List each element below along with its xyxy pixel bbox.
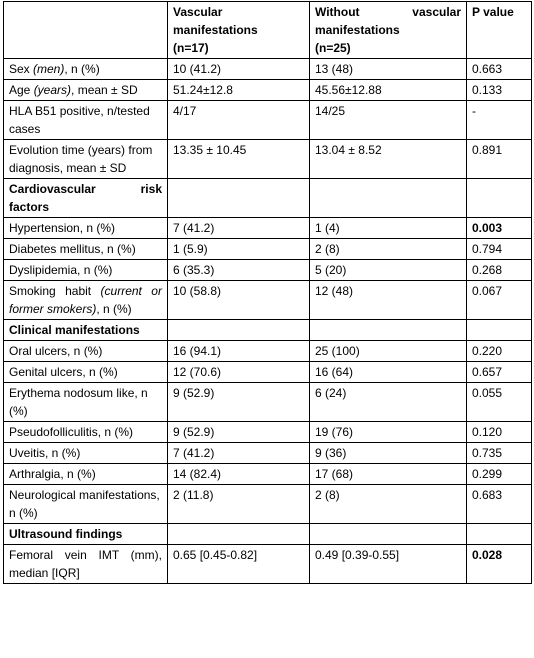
row-label: Smoking habit (current or former smokers), n (%)	[4, 281, 168, 320]
vascular-value: 16 (94.1)	[168, 341, 310, 362]
table-row	[4, 218, 532, 239]
row-label: Pseudofolliculitis, n (%)	[4, 422, 168, 443]
p-value: 0.794	[467, 239, 532, 260]
header-without-vascular: Without vascular manifestations (n=25)	[310, 2, 467, 59]
row-label: Diabetes mellitus, n (%)	[4, 239, 168, 260]
p-value-significant: 0.028	[467, 545, 532, 584]
without-value: 1 (4)	[310, 218, 467, 239]
without-value: 14/25	[310, 101, 467, 140]
without-value: 9 (36)	[310, 443, 467, 464]
vascular-value: 6 (35.3)	[168, 260, 310, 281]
vascular-value: 10 (58.8)	[168, 281, 310, 320]
p-value: 0.220	[467, 341, 532, 362]
without-value: 16 (64)	[310, 362, 467, 383]
row-label: Dyslipidemia, n (%)	[4, 260, 168, 281]
without-value: 2 (8)	[310, 239, 467, 260]
vascular-value: 12 (70.6)	[168, 362, 310, 383]
comparison-table	[3, 1, 532, 584]
p-value: 0.133	[467, 80, 532, 101]
row-label: Femoral vein IMT (mm), median [IQR]	[4, 545, 168, 584]
table-row	[4, 422, 532, 443]
empty-cell	[168, 524, 310, 545]
row-label: Genital ulcers, n (%)	[4, 362, 168, 383]
section-row-ultrasound	[4, 524, 532, 545]
vascular-value: 2 (11.8)	[168, 485, 310, 524]
empty-cell	[467, 320, 532, 341]
row-label: Arthralgia, n (%)	[4, 464, 168, 485]
table-row	[4, 545, 532, 584]
table-row	[4, 59, 532, 80]
p-value: 0.268	[467, 260, 532, 281]
empty-cell	[310, 320, 467, 341]
p-value: 0.657	[467, 362, 532, 383]
p-value: 0.663	[467, 59, 532, 80]
vascular-value: 9 (52.9)	[168, 422, 310, 443]
table-row	[4, 239, 532, 260]
without-value: 12 (48)	[310, 281, 467, 320]
header-vascular: Vascular manifestations (n=17)	[168, 2, 310, 59]
vascular-value: 1 (5.9)	[168, 239, 310, 260]
p-value: 0.067	[467, 281, 532, 320]
section-row-clinical	[4, 320, 532, 341]
row-label: Age (years), mean ± SD	[4, 80, 168, 101]
vascular-value: 14 (82.4)	[168, 464, 310, 485]
p-value: 0.891	[467, 140, 532, 179]
p-value: 0.055	[467, 383, 532, 422]
row-label: HLA B51 positive, n/tested cases	[4, 101, 168, 140]
section-row-cardiovascular	[4, 179, 532, 218]
empty-cell	[467, 524, 532, 545]
header-empty-cell	[4, 2, 168, 59]
vascular-value: 4/17	[168, 101, 310, 140]
vascular-value: 7 (41.2)	[168, 218, 310, 239]
vascular-value: 13.35 ± 10.45	[168, 140, 310, 179]
without-value: 13.04 ± 8.52	[310, 140, 467, 179]
table-row	[4, 485, 532, 524]
section-heading-ultrasound: Ultrasound findings	[4, 524, 168, 545]
section-heading-clinical: Clinical manifestations	[4, 320, 168, 341]
p-value: 0.120	[467, 422, 532, 443]
empty-cell	[310, 524, 467, 545]
table-row	[4, 260, 532, 281]
row-label: Sex (men), n (%)	[4, 59, 168, 80]
vascular-value: 10 (41.2)	[168, 59, 310, 80]
table-row	[4, 140, 532, 179]
table-row	[4, 281, 532, 320]
empty-cell	[310, 179, 467, 218]
without-value: 6 (24)	[310, 383, 467, 422]
header-p-value: P value	[467, 2, 532, 59]
without-value: 0.49 [0.39-0.55]	[310, 545, 467, 584]
row-label: Evolution time (years) from diagnosis, mean ± SD	[4, 140, 168, 179]
without-value: 25 (100)	[310, 341, 467, 362]
vascular-value: 0.65 [0.45-0.82]	[168, 545, 310, 584]
empty-cell	[168, 179, 310, 218]
table-row	[4, 464, 532, 485]
vascular-value: 9 (52.9)	[168, 383, 310, 422]
vascular-value: 51.24±12.8	[168, 80, 310, 101]
header-row	[4, 2, 532, 59]
without-value: 17 (68)	[310, 464, 467, 485]
section-heading-cardiovascular: Cardiovascular risk factors	[4, 179, 168, 218]
table-row	[4, 80, 532, 101]
p-value: 0.299	[467, 464, 532, 485]
row-label: Uveitis, n (%)	[4, 443, 168, 464]
without-value: 45.56±12.88	[310, 80, 467, 101]
table-row	[4, 362, 532, 383]
table-row	[4, 341, 532, 362]
row-label: Hypertension, n (%)	[4, 218, 168, 239]
p-value: 0.683	[467, 485, 532, 524]
p-value: -	[467, 101, 532, 140]
row-label: Oral ulcers, n (%)	[4, 341, 168, 362]
row-label: Erythema nodosum like, n (%)	[4, 383, 168, 422]
empty-cell	[467, 179, 532, 218]
table-row	[4, 443, 532, 464]
without-value: 5 (20)	[310, 260, 467, 281]
vascular-value: 7 (41.2)	[168, 443, 310, 464]
p-value-significant: 0.003	[467, 218, 532, 239]
row-label: Neurological manifestations, n (%)	[4, 485, 168, 524]
table-row	[4, 101, 532, 140]
without-value: 13 (48)	[310, 59, 467, 80]
table-row	[4, 383, 532, 422]
without-value: 19 (76)	[310, 422, 467, 443]
p-value: 0.735	[467, 443, 532, 464]
without-value: 2 (8)	[310, 485, 467, 524]
empty-cell	[168, 320, 310, 341]
